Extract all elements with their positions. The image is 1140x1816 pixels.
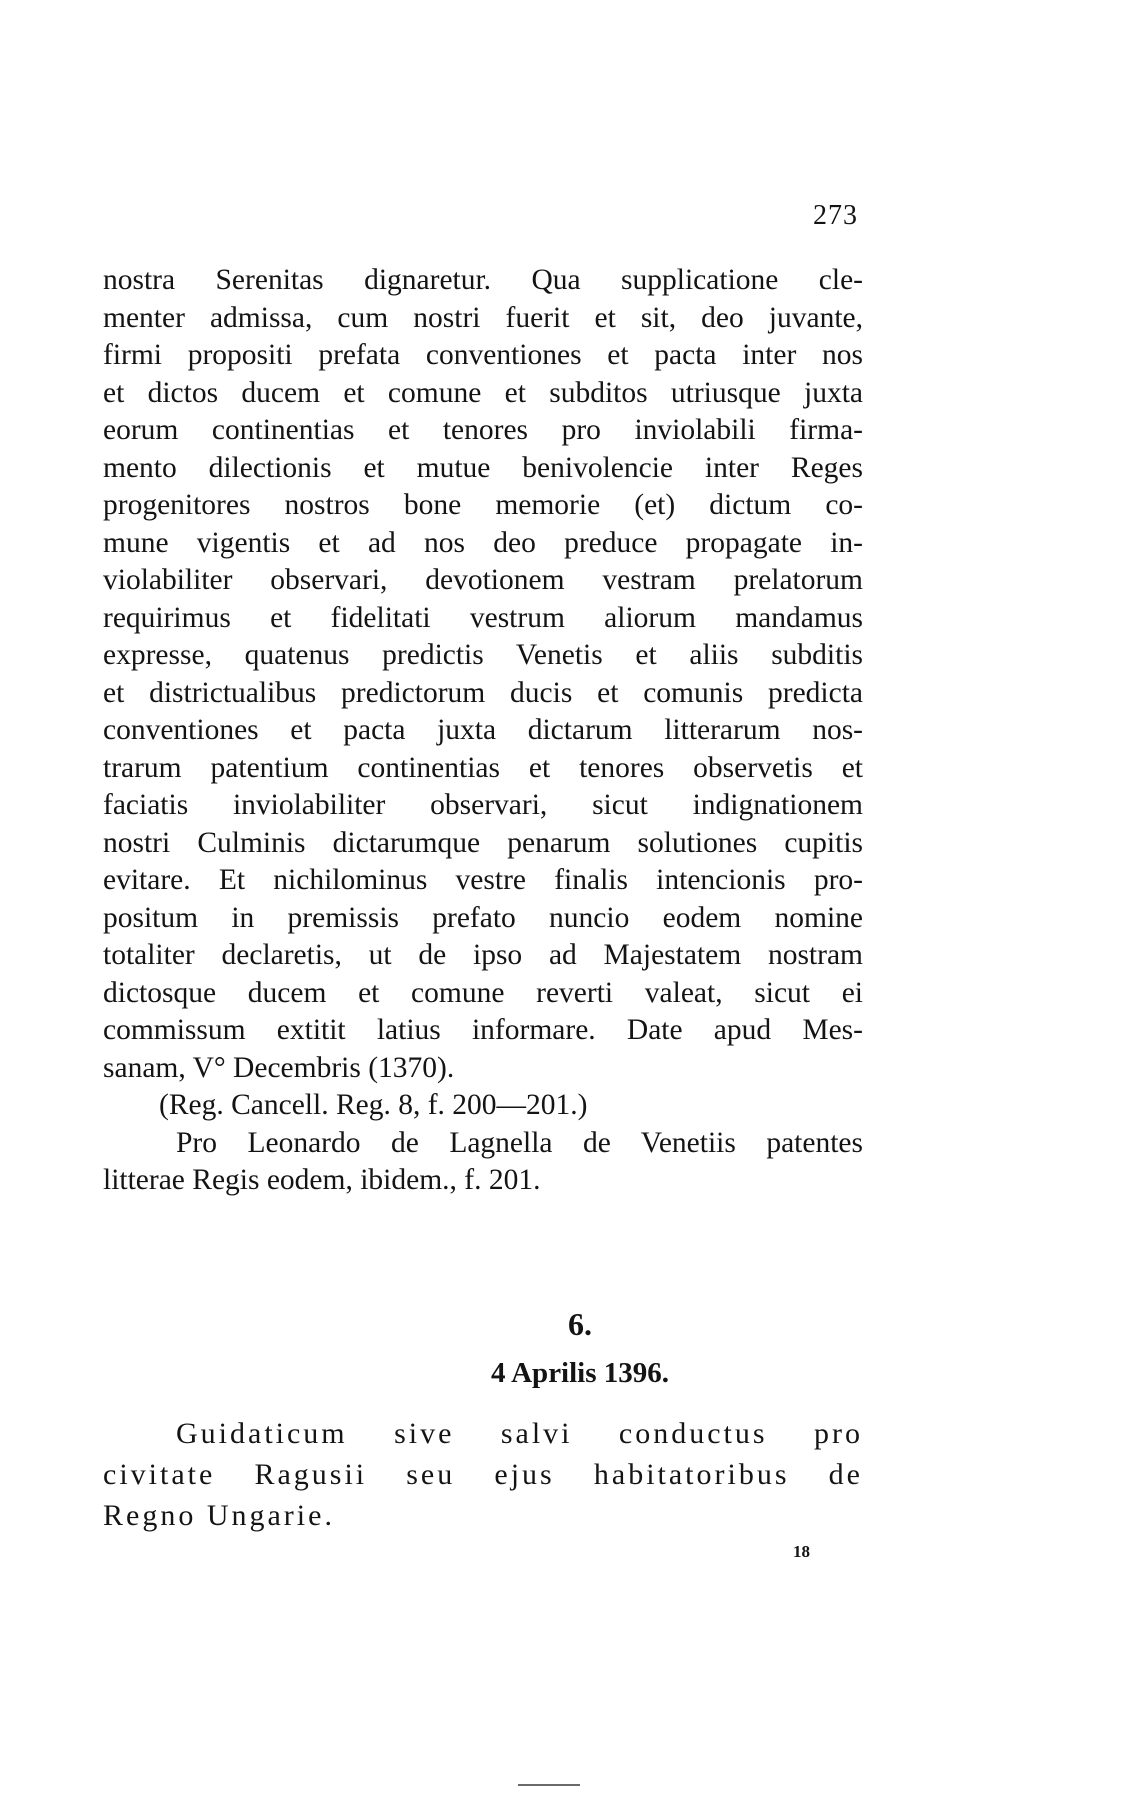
document-title	[103, 1413, 863, 1536]
title-line: civitate Ragusii seu ejus habitatoribus de	[103, 1458, 863, 1491]
note-line: Pro Leonardo de Lagnella de Venetiis patentes	[176, 1126, 863, 1159]
signature-mark: 18	[793, 1542, 810, 1561]
citation-line: (Reg. Cancell. Reg. 8, f. 200—201.)	[159, 1089, 588, 1121]
body-line: totaliter declaretis, ut de ipso ad Majestatem nostram	[103, 939, 863, 971]
document-date: 4 Aprilis 1396.	[490, 1357, 670, 1389]
body-line: et dictos ducem et comune et subditos utriusque juxta	[103, 376, 863, 409]
body-line: menter admissa, cum nostri fuerit et sit, deo juvante,	[103, 301, 863, 334]
body-line: violabiliter observari, devotionem vestram prelatorum	[103, 564, 863, 596]
body-line: sanam, V° Decembris (1370).	[103, 1051, 455, 1084]
body-text	[103, 262, 863, 1200]
body-line: conventiones et pacta juxta dictarum litterarum nos-	[103, 714, 863, 746]
body-line: expresse, quatenus predictis Venetis et aliis subditis	[103, 639, 863, 671]
body-line: trarum patentium continentias et tenores observetis et	[103, 751, 863, 784]
body-line: evitare. Et nichilominus vestre finalis intencionis pro-	[103, 864, 863, 896]
note-line: litterae Regis eodem, ibidem., f. 201.	[103, 1164, 541, 1196]
page-number: 273	[813, 200, 858, 231]
body-line: nostri Culminis dictarumque penarum solutiones cupitis	[103, 826, 863, 859]
body-line: progenitores nostros bone memorie (et) dictum co-	[103, 489, 863, 521]
body-line: commissum extitit latius informare. Date apud Mes-	[103, 1014, 863, 1046]
title-line: Guidaticum sive salvi conductus pro	[176, 1417, 863, 1450]
body-line: nostra Serenitas dignaretur. Qua supplicatione cle-	[103, 264, 863, 296]
body-line: et districtualibus predictorum ducis et comunis predicta	[103, 676, 863, 709]
body-line: positum in premissis prefato nuncio eodem nomine	[103, 901, 863, 934]
bottom-rule	[518, 1784, 580, 1786]
body-line: mune vigentis et ad nos deo preduce propagate in-	[103, 526, 863, 559]
body-line: faciatis inviolabiliter observari, sicut indignationem	[103, 789, 863, 821]
body-line: dictosque ducem et comune reverti valeat, sicut ei	[103, 976, 863, 1009]
body-line: firmi propositi prefata conventiones et pacta inter nos	[103, 339, 863, 371]
title-line: Regno Ungarie.	[103, 1499, 335, 1532]
document-number: 6.	[568, 1306, 592, 1342]
body-line: eorum continentias et tenores pro inviolabili firma-	[103, 414, 863, 446]
body-line: requirimus et fidelitati vestrum aliorum mandamus	[103, 601, 863, 634]
body-line: mento dilectionis et mutue benivolencie inter Reges	[103, 451, 863, 484]
